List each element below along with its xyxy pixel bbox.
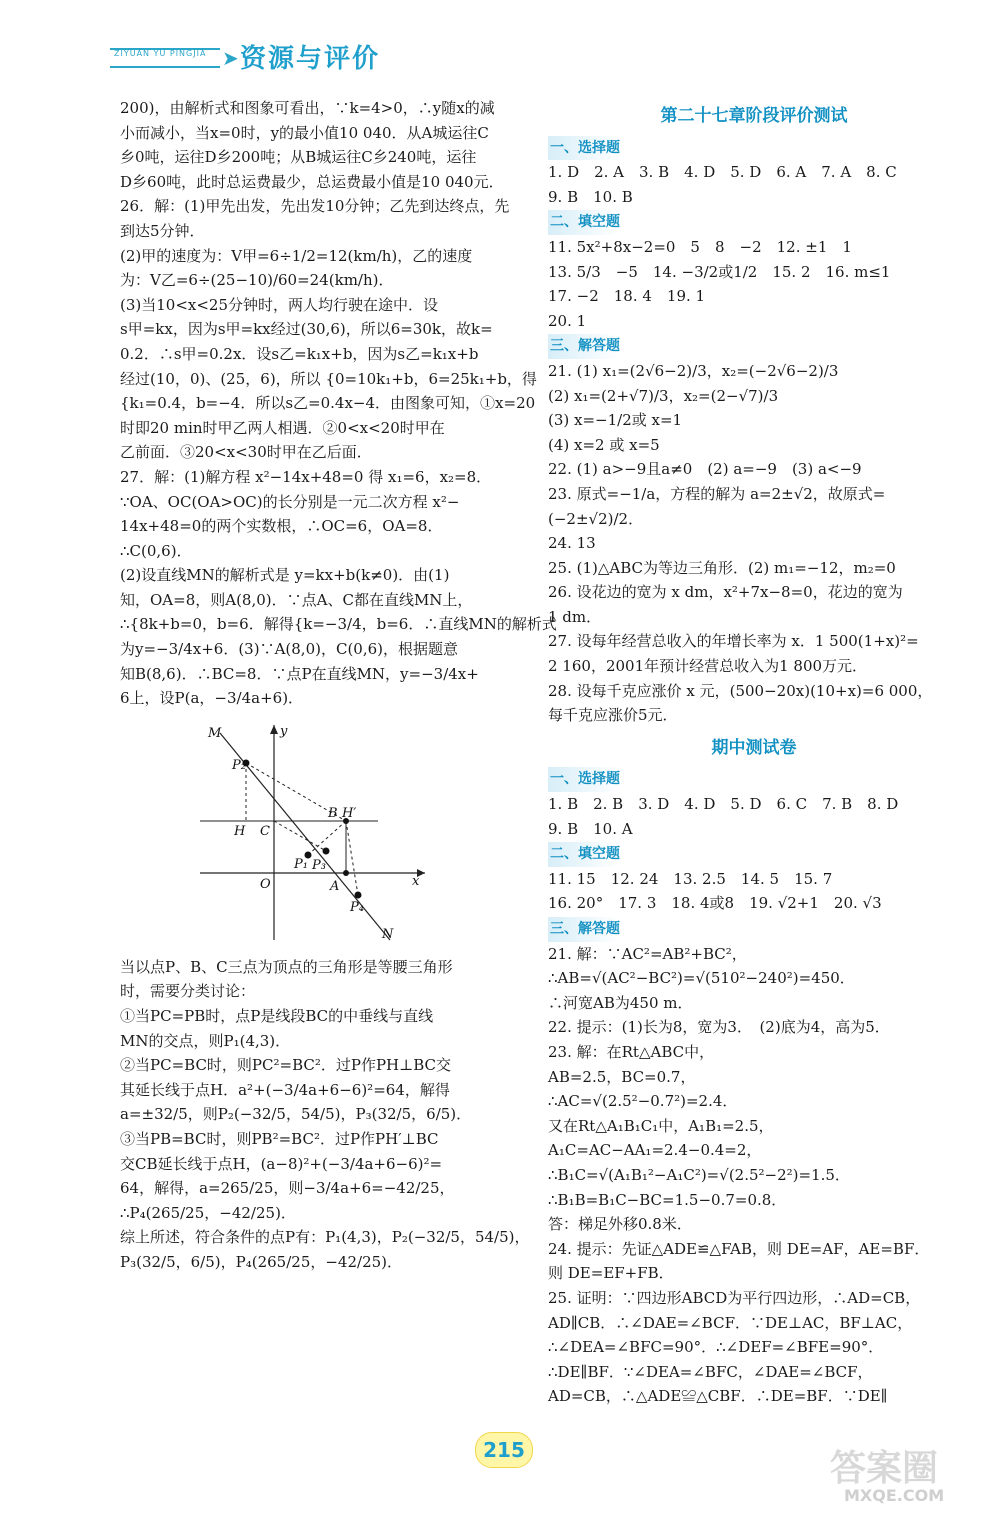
- graph-svg: [200, 725, 440, 945]
- answer-line: ∴B₁B=B₁C−BC=1.5−0.7=0.8．: [548, 1190, 787, 1209]
- text-line: 乙前面．③20<x<30时甲在乙后面．: [120, 443, 372, 462]
- label-m: M: [208, 725, 222, 741]
- label-y: y: [280, 724, 288, 739]
- answer-line: 20. 1: [548, 311, 587, 330]
- answer-line: AB=2.5，BC=0.7，: [548, 1067, 696, 1086]
- answer-line: 又在Rt△A₁B₁C₁中，A₁B₁=2.5，: [548, 1116, 774, 1135]
- section-title-chapter27: 第二十七章阶段评价测试: [660, 106, 848, 126]
- label-h: H: [234, 823, 246, 839]
- answer-line: A₁C=AC−AA₁=2.4−0.4=2，: [548, 1141, 762, 1160]
- answer-line: 2 160，2001年预计经营总收入为1 800万元．: [548, 657, 868, 676]
- text-line: 当以点P、B、C三点为顶点的三角形是等腰三角形: [120, 957, 453, 976]
- label-p1: P₁: [294, 856, 308, 872]
- text-line: ∵OA、OC(OA>OC)的长分别是一元二次方程 x²−: [120, 492, 460, 511]
- answer-line: 9. B 10. B: [548, 187, 633, 206]
- text-line: P₃(32/5，6/5)，P₄(265/25，−42/25)．: [120, 1252, 403, 1271]
- answer-line: 1. D 2. A 3. B 4. D 5. D 6. A 7. A 8. C: [548, 163, 897, 182]
- text-line: ∴P₄(265/25，−42/25)．: [120, 1203, 296, 1222]
- answer-line: 22. 提示：(1)长为8，宽为3． (2)底为4，高为5．: [548, 1018, 890, 1037]
- answer-line: 28. 设每千克应涨价 x 元，(500−20x)(10+x)=6 000，: [548, 681, 933, 700]
- text-line: (2)设直线MN的解析式是 y=kx+b(k≠0)．由(1): [120, 566, 450, 585]
- answer-line: 22. (1) a>−9且a≠0 (2) a=−9 (3) a<−9: [548, 460, 862, 479]
- text-line: 14x+48=0的两个实数根，∴OC=6，OA=8．: [120, 517, 443, 536]
- label-b: B: [328, 805, 338, 821]
- text-line: 知，OA=8，则A(8,0)．∵点A、C都在直线MN上，: [120, 590, 473, 609]
- left-column-text: [120, 96, 557, 711]
- s1-choice-answers: [548, 160, 960, 209]
- left-column: [120, 96, 557, 1275]
- s1-fill-title: 二、填空题: [548, 210, 650, 235]
- answer-line: (−2±√2)/2．: [548, 509, 644, 528]
- text-line: 到达5分钟．: [120, 221, 205, 240]
- answer-line: 26. 设花边的宽为 x dm，x²+7x−8=0，花边的宽为: [548, 583, 903, 602]
- text-line: a=±32/5，则P₂(−32/5，54/5)，P₃(32/5，6/5)．: [120, 1105, 472, 1124]
- coordinate-graph: [200, 725, 440, 945]
- text-line: 27．解：(1)解方程 x²−14x+48=0 得 x₁=6，x₂=8．: [120, 467, 492, 486]
- text-line: 0.2．∴s甲=0.2x．设s乙=k₁x+b，因为s乙=k₁x+b: [120, 344, 479, 363]
- text-line: 综上所述，符合条件的点P有：P₁(4,3)，P₂(−32/5，54/5)，: [120, 1228, 530, 1247]
- text-line: ∴C(0,6)．: [120, 541, 192, 560]
- text-line: 时，需要分类讨论：: [120, 982, 256, 1001]
- answer-line: 21. 解：∵AC²=AB²+BC²，: [548, 944, 747, 963]
- text-line: MN的交点，则P₁(4,3)．: [120, 1031, 291, 1050]
- text-line: s甲=kx，因为s甲=kx经过(30,6)，所以6=30k，故k=: [120, 320, 493, 339]
- answer-line: 21. (1) x₁=(2√6−2)/3，x₂=(−2√6−2)/3: [548, 361, 839, 380]
- label-p4: P₄: [350, 899, 364, 915]
- point-a: [343, 870, 349, 876]
- label-o: O: [260, 876, 271, 892]
- text-line: (2)甲的速度为：V甲=6÷1/2=12(km/h)，乙的速度: [120, 246, 473, 265]
- answer-line: ∴AB=√(AC²−BC²)=√(510²−240²)=450．: [548, 969, 855, 988]
- answer-line: 答：梯足外移0.8米．: [548, 1215, 692, 1234]
- text-line: 6上，设P(a，−3/4a+6)．: [120, 689, 304, 708]
- header-pinyin: ZIYUAN YU PINGJIA: [114, 49, 207, 58]
- watermark-site: MXQE.COM: [844, 1486, 945, 1505]
- header-title: 资源与评价: [240, 44, 381, 74]
- text-line: 64，解得，a=265/25，则−3/4a+6=−42/25，: [120, 1179, 455, 1198]
- answer-line: 每千克应涨价5元．: [548, 706, 678, 725]
- answer-line: 11. 15 12. 24 13. 2.5 14. 5 15. 7: [548, 869, 833, 888]
- s2-fill-answers: [548, 867, 960, 916]
- answer-line: 27. 设每年经营总收入的年增长率为 x．1 500(1+x)²=: [548, 632, 919, 651]
- y-axis-arrow-icon: [270, 725, 278, 734]
- answer-line: ∴∠DEA=∠BFC=90°．∴∠DEF=∠BFE=90°．: [548, 1338, 884, 1357]
- text-line: ③当PB=BC时，则PB²=BC²．过P作PH′⊥BC: [120, 1130, 439, 1148]
- s1-choice-title: 一、选择题: [548, 136, 650, 161]
- text-line: 为y=−3/4x+6．(3)∵A(8,0)，C(0,6)，根据题意: [120, 640, 458, 659]
- s1-solution-answers: [548, 359, 960, 728]
- label-p3: P₃: [312, 857, 326, 873]
- watermark-logo: 答案圈: [830, 1448, 939, 1489]
- answer-line: 24. 提示：先证△ADE≌△FAB，则 DE=AF，AE=BF．: [548, 1239, 930, 1258]
- answer-line: 9. B 10. A: [548, 819, 633, 838]
- s2-fill-title: 二、填空题: [548, 842, 650, 867]
- answer-line: 23. 原式=−1/a，方程的解为 a=2±√2，故原式=: [548, 484, 886, 503]
- text-line: 为：V乙=6÷(25−10)/60=24(km/h)．: [120, 271, 394, 290]
- answer-line: ∴DE∥BF．∵∠DEA=∠BFC，∠DAE=∠BCF，: [548, 1362, 873, 1381]
- text-line: ∴{8k+b=0，b=6．解得{k=−3/4，b=6．∴直线MN的解析式: [120, 615, 557, 634]
- line-bp4: [346, 821, 358, 895]
- point-p3: [323, 847, 330, 854]
- header-arrow-icon: ➤: [222, 46, 239, 70]
- answer-line: 25. 证明：∵四边形ABCD为平行四边形，∴AD=CB，: [548, 1288, 921, 1307]
- text-line: 26．解：(1)甲先出发，先出发10分钟；乙先到达终点，先: [120, 197, 510, 216]
- watermark: [830, 1440, 990, 1510]
- s2-answer-title: 三、解答题: [548, 917, 650, 942]
- text-line: 乡0吨，运往D乡200吨；从B城运往C乡240吨，运往: [120, 148, 477, 167]
- text-line: 其延长线于点H．a²+(−3/4a+6−6)²=64，解得: [120, 1080, 450, 1099]
- answer-line: ∴河宽AB为450 m．: [548, 993, 693, 1012]
- answer-line: AD∥CB．∴∠DAE=∠BCF．∵DE⊥AC，BF⊥AC，: [548, 1313, 913, 1332]
- label-c: C: [260, 823, 270, 839]
- label-p2: P₂: [232, 757, 246, 773]
- label-a: A: [330, 878, 340, 894]
- text-line: 交CB延长线于点H，(a−8)²+(−3/4a+6−6)²=: [120, 1154, 443, 1173]
- answer-line: 11. 5x²+8x−2=0 5 8 −2 12. ±1 1: [548, 237, 852, 256]
- answer-line: 25. (1)△ABC为等边三角形．(2) m₁=−12，m₂=0: [548, 558, 896, 577]
- text-line: 小而减小，当x=0时，y的最小值10 040．从A城运往C: [120, 123, 489, 142]
- answer-line: (4) x=2 或 x=5: [548, 435, 660, 454]
- s1-answer-title: 三、解答题: [548, 334, 650, 359]
- answer-line: 17. −2 18. 4 19. 1: [548, 287, 706, 306]
- answer-line: 1. B 2. B 3. D 4. D 5. D 6. C 7. B 8. D: [548, 795, 899, 814]
- label-x: x: [412, 873, 420, 889]
- answer-line: AD=CB，∴△ADE≌△CBF．∴DE=BF．∵DE∥: [548, 1387, 888, 1406]
- s1-fill-answers: [548, 235, 960, 333]
- text-line: 知B(8,6)．∴BC=8．∵点P在直线MN，y=−3/4x+: [120, 664, 479, 683]
- answer-line: 16. 20° 17. 3 18. 4或8 19. √2+1 20. √3: [548, 894, 882, 913]
- point-p4: [355, 891, 362, 898]
- page-number: 215: [475, 1432, 533, 1468]
- label-h-prime: H′: [342, 805, 357, 821]
- answer-line: 24. 13: [548, 534, 596, 553]
- text-line: ②当PC=BC时，则PC²=BC²．过P作PH⊥BC交: [120, 1056, 452, 1075]
- answer-line: 23. 解：在Rt△ABC中，: [548, 1042, 715, 1061]
- label-n: N: [382, 926, 394, 942]
- right-column: [548, 96, 960, 1409]
- s2-solution-answers: [548, 942, 960, 1409]
- answer-line: 13. 5/3 −5 14. −3/2或1/2 15. 2 16. m≤1: [548, 262, 891, 281]
- text-line: 时即20 min时甲乙两人相遇．②0<x<20时甲在: [120, 418, 445, 437]
- answer-line: ∴B₁C=√(A₁B₁²−A₁C²)=√(2.5²−2²)=1.5．: [548, 1165, 850, 1184]
- s2-choice-answers: [548, 792, 960, 841]
- answer-line: 则 DE=EF+FB．: [548, 1264, 674, 1283]
- left-column-text-after-graph: [120, 955, 530, 1275]
- answer-line: (3) x=−1/2或 x=1: [548, 411, 683, 430]
- answer-line: ∴AC=√(2.5²−0.7²)=2.4．: [548, 1092, 738, 1111]
- page-header: [100, 38, 380, 74]
- answer-line: (2) x₁=(2+√7)/3，x₂=(2−√7)/3: [548, 386, 779, 405]
- text-line: D乡60吨，此时总运费最少，总运费最小值是10 040元．: [120, 172, 504, 191]
- answer-line: 1 dm．: [548, 607, 602, 626]
- text-line: (3)当10<x<25分钟时，两人均行驶在途中．设: [120, 295, 439, 314]
- text-line: {k₁=0.4，b=−4．所以s乙=0.4x−4．由图象可知，①x=20: [120, 394, 536, 413]
- text-line: 200)，由解析式和图象可看出，∵k=4>0，∴y随x的减: [120, 99, 495, 117]
- text-line: ①当PC=PB时，点P是线段BC的中垂线与直线: [120, 1007, 434, 1026]
- section-title-midterm: 期中测试卷: [711, 737, 797, 758]
- s2-choice-title: 一、选择题: [548, 767, 650, 792]
- text-line: 经过(10，0)、(25，6)，所以 {0=10k₁+b，6=25k₁+b，得: [120, 369, 537, 388]
